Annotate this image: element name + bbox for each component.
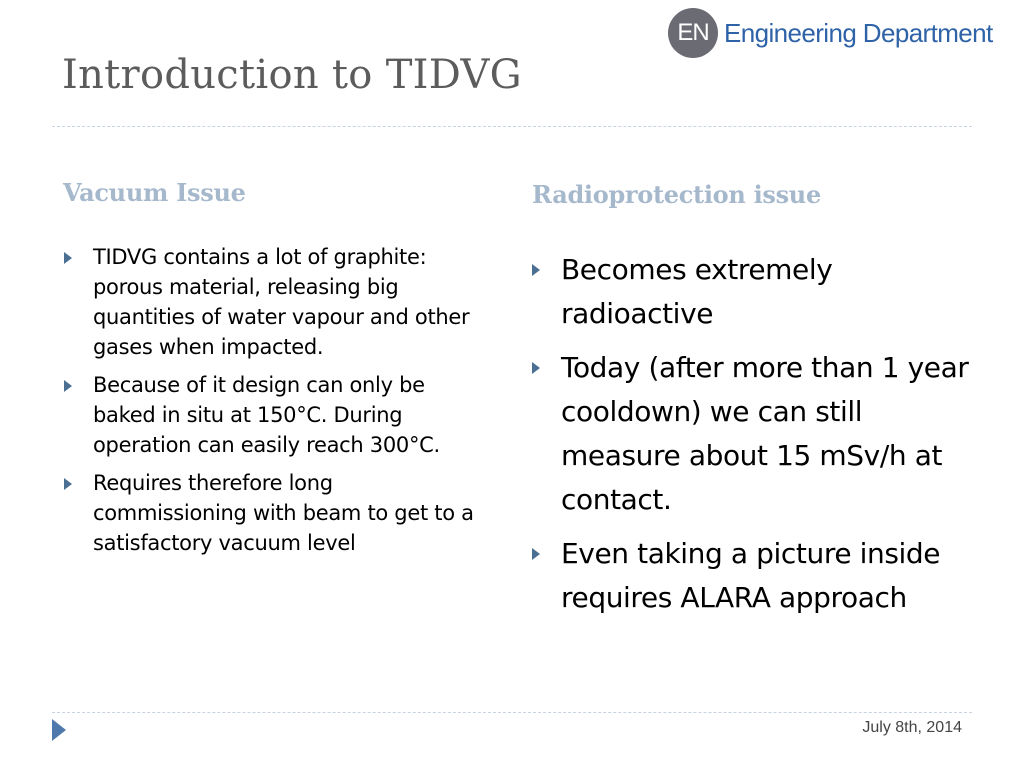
bullet-arrow-icon — [64, 478, 72, 490]
bullet-arrow-icon — [64, 252, 72, 264]
bullet-arrow-icon — [64, 380, 72, 392]
bullet-arrow-icon — [532, 362, 540, 374]
list-item — [62, 370, 487, 460]
list-item — [530, 346, 970, 522]
list-item — [530, 532, 970, 620]
list-item — [530, 248, 970, 336]
vacuum-issue-heading: Vacuum Issue — [63, 178, 246, 207]
slide-title: Introduction to TIDVG — [62, 52, 522, 98]
radioprotection-issue-list — [530, 248, 970, 630]
list-item — [62, 242, 487, 362]
title-divider — [52, 126, 972, 127]
radioprotection-issue-heading: Radioprotection issue — [532, 180, 821, 209]
logo-text: Engineering Department — [724, 17, 993, 48]
bullet-text: TIDVG contains a lot of graphite: porous material, releasing big quantities of water vapour and other gases when impacted. — [93, 245, 470, 359]
bullet-arrow-icon — [532, 264, 540, 276]
slide-date: July 8th, 2014 — [862, 719, 962, 736]
logo-badge: EN — [668, 8, 718, 58]
vacuum-issue-list — [62, 242, 487, 566]
bullet-text: Requires therefore long commissioning with beam to get to a satisfactory vacuum level — [93, 471, 474, 555]
footer-divider — [52, 712, 972, 713]
bullet-text: Today (after more than 1 year cooldown) we can still measure about 15 mSv/h at contact. — [561, 351, 969, 516]
list-item — [62, 468, 487, 558]
bullet-text: Because of it design can only be baked in situ at 150°C. During operation can easily reach 300°C. — [93, 373, 440, 457]
logo — [668, 8, 993, 58]
next-slide-icon[interactable] — [52, 719, 66, 741]
bullet-text: Even taking a picture inside requires ALARA approach — [561, 537, 941, 614]
bullet-text: Becomes extremely radioactive — [561, 253, 833, 330]
bullet-arrow-icon — [532, 548, 540, 560]
